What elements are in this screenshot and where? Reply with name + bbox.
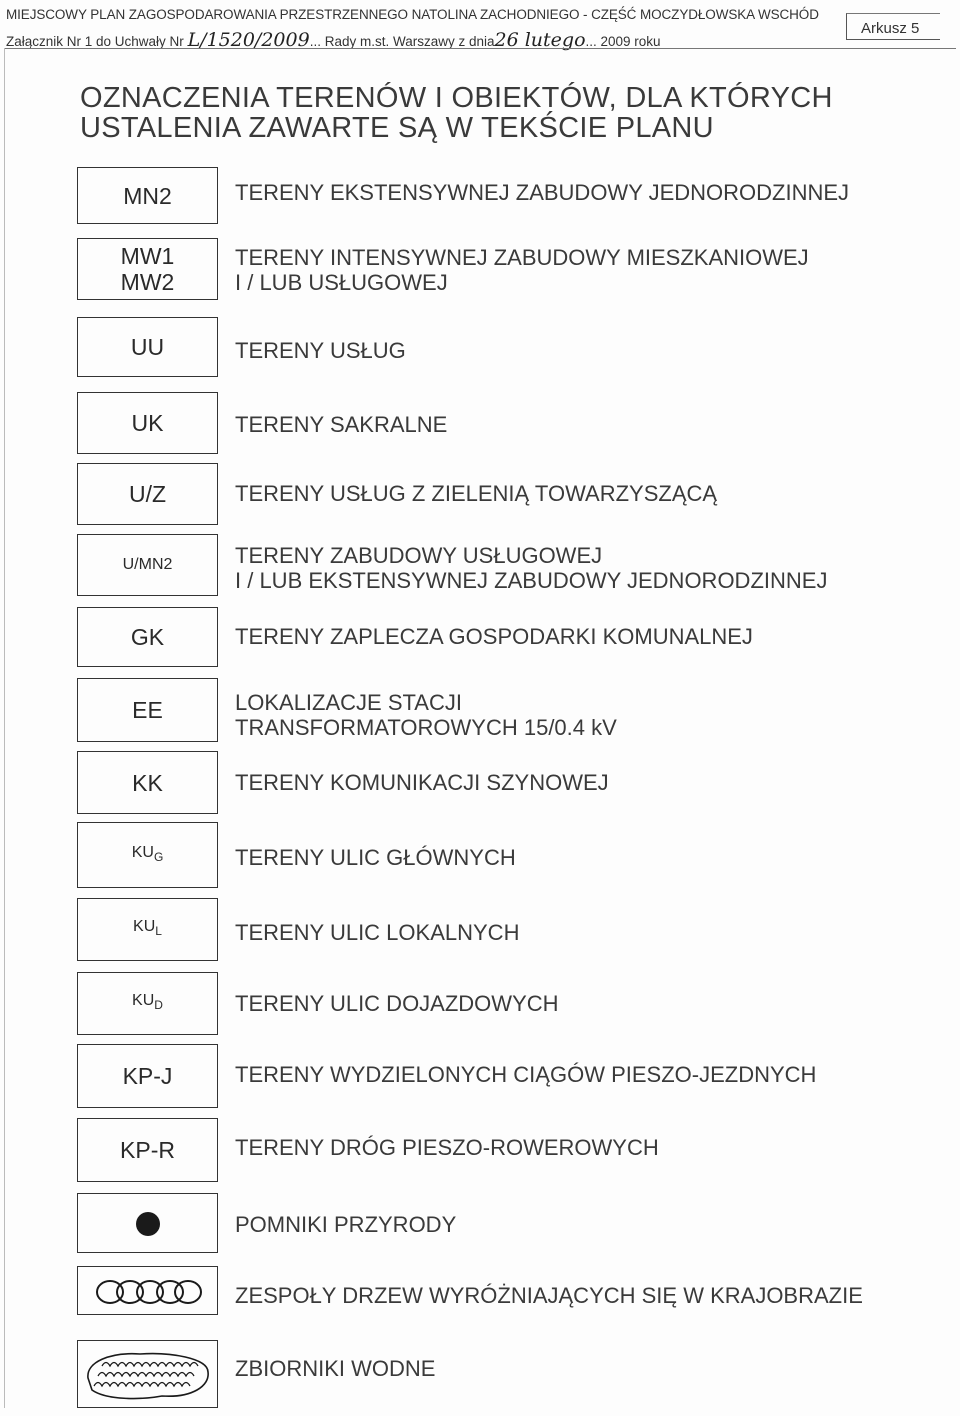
legend-code-subscript: L (155, 924, 162, 939)
legend-symbol-box (77, 392, 218, 454)
legend-code: MW2 (120, 269, 175, 295)
legend-symbol-box (77, 1044, 218, 1108)
legend-description (235, 1283, 863, 1308)
legend-description (235, 543, 827, 593)
legend-symbol-box (77, 317, 218, 377)
legend-code: $KU_G$ (131, 843, 164, 865)
filled-circle-icon (128, 1203, 168, 1243)
date-handwritten: 26 lutego (494, 29, 586, 51)
legend-description (235, 920, 519, 945)
legend-description-line: TERENY ULIC GŁÓWNYCH (235, 845, 516, 870)
legend-code: KK (132, 769, 163, 796)
legend-code-subscript: G (153, 850, 164, 865)
legend-symbol-box (77, 167, 218, 224)
legend-description-line: LOKALIZACJE STACJI (235, 690, 462, 715)
legend-code: $KU_L$ (133, 918, 162, 939)
legend-title-line-2: USTALENIA ZAWARTE SĄ W TEKŚCIE PLANU (80, 112, 714, 144)
legend-code: KP-R (120, 1137, 175, 1163)
legend-code: EE (132, 697, 163, 723)
legend-description-line: TERENY SAKRALNE (235, 412, 448, 437)
legend-code: U/Z (128, 481, 167, 507)
legend-symbol-box (77, 898, 218, 961)
legend-title-line-1: OZNACZENIA TERENÓW I OBIEKTÓW, DLA KTÓRYCH (80, 82, 833, 114)
legend-description-line: TERENY ZAPLECZA GOSPODARKI KOMUNALNEJ (235, 624, 753, 649)
legend-description-line: TERENY ULIC DOJAZDOWYCH (235, 991, 559, 1016)
legend-description-line: I / LUB USŁUGOWEJ (235, 270, 448, 295)
legend-symbol-box (77, 607, 218, 667)
legend-code: MN2 (123, 182, 172, 209)
legend-symbol-box (77, 972, 218, 1035)
legend-code-subscript: D (154, 998, 163, 1013)
legend-description-line: TERENY KOMUNIKACJI SZYNOWEJ (235, 770, 609, 795)
legend-description (235, 481, 717, 506)
legend-description (235, 1062, 816, 1087)
legend-symbol-box (77, 1118, 218, 1182)
legend-symbol-box (77, 238, 218, 300)
legend-code: U/MN2 (122, 556, 173, 573)
legend-description (235, 180, 849, 205)
resolution-number-handwritten: L/1520/2009 (187, 29, 310, 51)
water-body-icon (80, 1342, 216, 1406)
legend-code: UK (131, 410, 164, 436)
attachment-prefix: Załącznik Nr 1 do Uchwały Nr (6, 34, 188, 49)
legend-symbol-box (77, 822, 218, 888)
legend-description (235, 845, 516, 870)
legend-description-line: TERENY USŁUG Z ZIELENIĄ TOWARZYSZĄCĄ (235, 481, 718, 506)
legend-code: GK (130, 624, 165, 650)
legend-description (235, 412, 447, 437)
legend-code: KP-J (122, 1063, 173, 1089)
legend-description-line: TERENY EKSTENSYWNEJ ZABUDOWY JEDNORODZINNEJ (235, 180, 850, 205)
attachment-council: ... Rady m.st. Warszawy z dnia (309, 34, 495, 49)
header-divider (4, 48, 956, 49)
legend-description (235, 770, 609, 795)
legend-description (235, 624, 753, 649)
legend-description (235, 338, 406, 363)
legend-description-line: TERENY ZABUDOWY USŁUGOWEJ (235, 543, 603, 568)
legend-symbol-box (77, 1266, 218, 1315)
sheet-number: Arkusz 5 (846, 13, 940, 40)
legend-code: UU (130, 334, 165, 360)
legend-description-line: POMNIKI PRZYRODY (235, 1212, 457, 1237)
legend-symbol-box (77, 1193, 218, 1253)
tree-group-icon (88, 1271, 208, 1311)
legend-symbol-box (77, 678, 218, 742)
legend-description-line: TERENY INTENSYWNEJ ZABUDOWY MIESZKANIOWEJ (235, 245, 809, 270)
document-header-title: MIEJSCOWY PLAN ZAGOSPODAROWANIA PRZESTRZENNEGO NATOLINA ZACHODNIEGO - CZĘŚĆ MOCZYDŁOWSKA WSCHÓD (6, 7, 819, 22)
legend-code: MW1 (120, 243, 175, 269)
legend-description-line: TERENY DRÓG PIESZO-ROWEROWYCH (235, 1135, 659, 1160)
legend-description-line: TERENY ULIC LOKALNYCH (235, 920, 520, 945)
legend-description-line: TERENY WYDZIELONYCH CIĄGÓW PIESZO-JEZDNYCH (235, 1062, 817, 1087)
legend-description (235, 1135, 659, 1160)
legend-description (235, 1212, 456, 1237)
legend-description-line: ZESPOŁY DRZEW WYRÓŻNIAJĄCYCH SIĘ W KRAJOBRAZIE (235, 1283, 863, 1308)
legend-description (235, 690, 617, 740)
legend-description (235, 991, 559, 1016)
legend-symbol-box (77, 1340, 218, 1408)
legend-symbol-box (77, 751, 218, 814)
legend-description (235, 1356, 435, 1381)
legend-description-line: I / LUB EKSTENSYWNEJ ZABUDOWY JEDNORODZINNEJ (235, 568, 828, 593)
legend-symbol-box (77, 463, 218, 525)
legend-description (235, 245, 809, 295)
attachment-year: ... 2009 roku (585, 34, 661, 49)
legend-code: $KU_D$ (132, 992, 163, 1013)
legend-description-line: TRANSFORMATOROWYCH 15/0.4 kV (235, 715, 617, 740)
legend-description-line: ZBIORNIKI WODNE (235, 1356, 436, 1381)
legend-symbol-box (77, 534, 218, 596)
legend-description-line: TERENY USŁUG (235, 338, 406, 363)
left-margin-line (4, 48, 5, 1408)
